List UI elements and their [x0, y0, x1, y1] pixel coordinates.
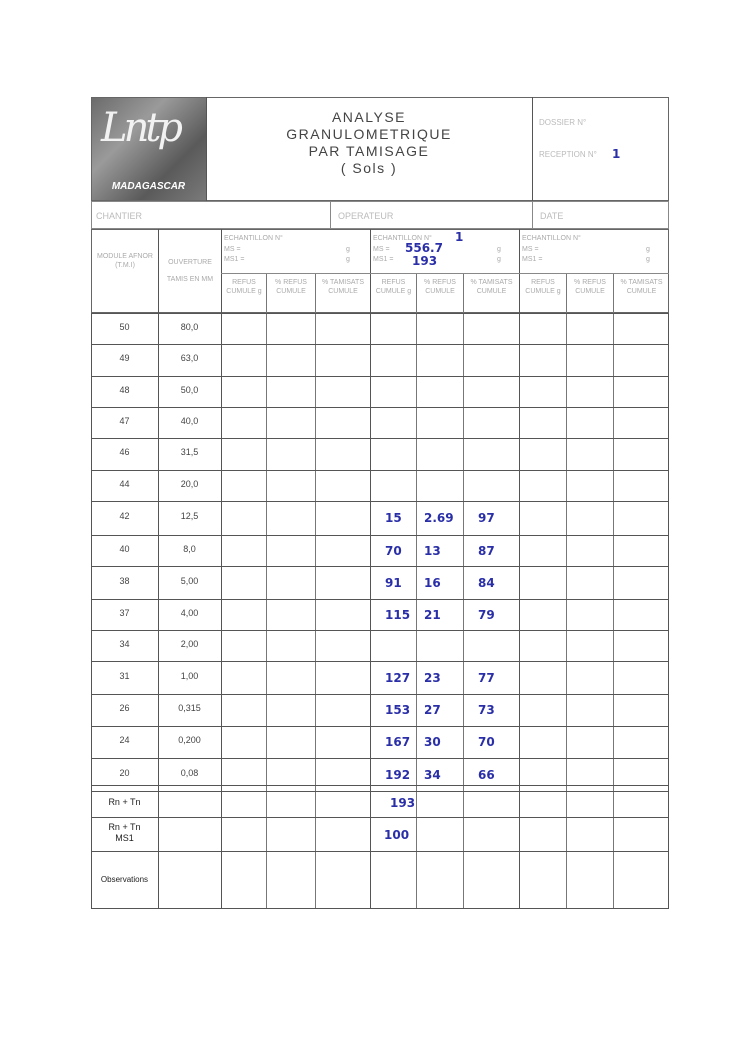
tamis-cell: 31,5	[180, 447, 199, 457]
logo-monogram: Lntp	[101, 105, 180, 151]
sample2-number: 1	[455, 230, 464, 244]
tamis-cell: 2,00	[180, 639, 199, 649]
refus-cumule-cell: 70	[385, 544, 402, 558]
sample2-ms-label: MS =	[373, 246, 390, 253]
reception-label: RECEPTION N°	[539, 150, 597, 159]
pct-refus-cell: 27	[424, 703, 441, 717]
sample3-pct-tam-header: % TAMISATS CUMULE	[620, 279, 663, 295]
tamis-cell: 50,0	[180, 385, 199, 395]
sample1-pct-tam-header: % TAMISATS CUMULE	[321, 279, 364, 295]
pct-tamisats-cell: 87	[478, 544, 495, 558]
tamis-cell: 63,0	[180, 353, 199, 363]
pct-tamisats-cell: 73	[478, 703, 495, 717]
refus-cumule-cell: 127	[385, 671, 411, 685]
refus-cumule-cell: 115	[385, 608, 411, 622]
sample1-unit: g	[346, 246, 350, 253]
sample1-unit: g	[346, 256, 350, 263]
sample3-ms1: MS1 =	[522, 256, 543, 263]
refus-cumule-cell: 192	[385, 768, 411, 782]
tamis-cell: 5,00	[180, 576, 199, 586]
module-cell: 34	[119, 639, 130, 649]
title-line-3: PAR TAMISAGE	[308, 143, 430, 159]
form-title	[206, 97, 532, 200]
module-cell: 46	[119, 447, 130, 457]
pct-refus-cell: 2.69	[424, 511, 454, 525]
title-line-4: ( Sols )	[340, 160, 398, 176]
tamis-cell: 1,00	[180, 671, 199, 681]
refus-cumule-cell: 167	[385, 735, 411, 749]
pct-tamisats-cell: 70	[478, 735, 495, 749]
module-cell: 20	[119, 768, 130, 778]
module-cell: 44	[119, 479, 130, 489]
rn-tn-ms1-value: 100	[384, 828, 410, 842]
module-cell: 42	[119, 511, 130, 521]
sample2-ms-value: 556.7	[405, 241, 443, 255]
title-line-1: ANALYSE	[331, 109, 407, 125]
module-cell: 31	[119, 671, 130, 681]
divider	[221, 273, 669, 274]
sample2-ms1-label: MS1 =	[373, 256, 394, 263]
divider	[91, 851, 669, 852]
sample3-unit: g	[646, 256, 650, 263]
pct-refus-cell: 30	[424, 735, 441, 749]
sample3-unit: g	[646, 246, 650, 253]
refus-cumule-cell: 15	[385, 511, 402, 525]
pct-tamisats-cell: 79	[478, 608, 495, 622]
tamis-cell: 20,0	[180, 479, 199, 489]
module-cell: 48	[119, 385, 130, 395]
pct-refus-cell: 13	[424, 544, 441, 558]
divider	[330, 201, 331, 229]
tamis-cell: 0,200	[178, 735, 201, 745]
reception-value: 1	[612, 147, 621, 161]
sample3-ms: MS =	[522, 246, 539, 253]
tamis-cell: 80,0	[180, 322, 199, 332]
module-cell: 37	[119, 608, 130, 618]
sample2-unit: g	[497, 256, 501, 263]
sample2-pct-refus-header: % REFUS CUMULE	[424, 279, 456, 295]
chantier-label: CHANTIER	[96, 211, 143, 221]
pct-tamisats-cell: 66	[478, 768, 495, 782]
refus-cumule-cell: 91	[385, 576, 402, 590]
tamis-cell: 0,315	[178, 703, 201, 713]
module-cell: 49	[119, 353, 130, 363]
tamis-cell: 40,0	[180, 416, 199, 426]
sample2-pct-tam-header: % TAMISATS CUMULE	[470, 279, 513, 295]
tamis-cell: 8,0	[183, 544, 196, 554]
pct-tamisats-cell: 77	[478, 671, 495, 685]
pct-tamisats-cell: 97	[478, 511, 495, 525]
tamis-header: TAMIS EN MM	[166, 276, 214, 283]
rn-tn-ms1-label: Rn + Tn MS1	[108, 822, 141, 843]
tamis-cell: 0,08	[180, 768, 199, 778]
sample3-refus-header: REFUS CUMULE g	[525, 279, 561, 295]
tamis-cell: 4,00	[180, 608, 199, 618]
sample3-pct-refus-header: % REFUS CUMULE	[574, 279, 606, 295]
sample1-pct-refus-header: % REFUS CUMULE	[275, 279, 307, 295]
refus-cumule-cell: 153	[385, 703, 411, 717]
module-cell: 40	[119, 544, 130, 554]
divider	[91, 785, 669, 786]
table-body-frame	[91, 313, 669, 909]
logo-text: MADAGASCAR	[111, 181, 186, 192]
module-cell: 38	[119, 576, 130, 586]
module-cell: 24	[119, 735, 130, 745]
sample1-refus-header: REFUS CUMULE g	[226, 279, 262, 295]
observations-label: Observations	[100, 875, 149, 884]
sample2-unit: g	[497, 246, 501, 253]
divider	[532, 97, 533, 201]
rn-tn-label: Rn + Tn	[108, 797, 141, 807]
pct-refus-cell: 21	[424, 608, 441, 622]
date-label: DATE	[540, 211, 564, 221]
sample2-label: ECHANTILLON N°	[373, 235, 432, 242]
sample2-ms1-value: 193	[412, 254, 438, 268]
pct-refus-cell: 23	[424, 671, 441, 685]
title-line-2: GRANULOMETRIQUE	[286, 126, 452, 142]
ouverture-header: OUVERTURE	[168, 259, 212, 266]
dossier-label: DOSSIER N°	[539, 118, 587, 127]
operateur-label: OPERATEUR	[338, 211, 394, 221]
pct-refus-cell: 34	[424, 768, 441, 782]
sample2-refus-header: REFUS CUMULE g	[375, 279, 412, 295]
tamis-cell: 12,5	[180, 511, 199, 521]
sample3-label: ECHANTILLON N°	[522, 235, 581, 242]
sample1-ms1: MS1 =	[224, 256, 245, 263]
divider	[532, 201, 533, 229]
pct-refus-cell: 16	[424, 576, 441, 590]
sample1-label: ECHANTILLON N°	[224, 235, 283, 242]
module-cell: 47	[119, 416, 130, 426]
divider	[91, 817, 669, 818]
rn-tn-value: 193	[390, 796, 416, 810]
module-cell: 26	[119, 703, 130, 713]
module-cell: 50	[119, 322, 130, 332]
module-header: MODULE AFNOR (T.M.I)	[96, 253, 153, 269]
sample1-ms: MS =	[224, 246, 241, 253]
pct-tamisats-cell: 84	[478, 576, 495, 590]
